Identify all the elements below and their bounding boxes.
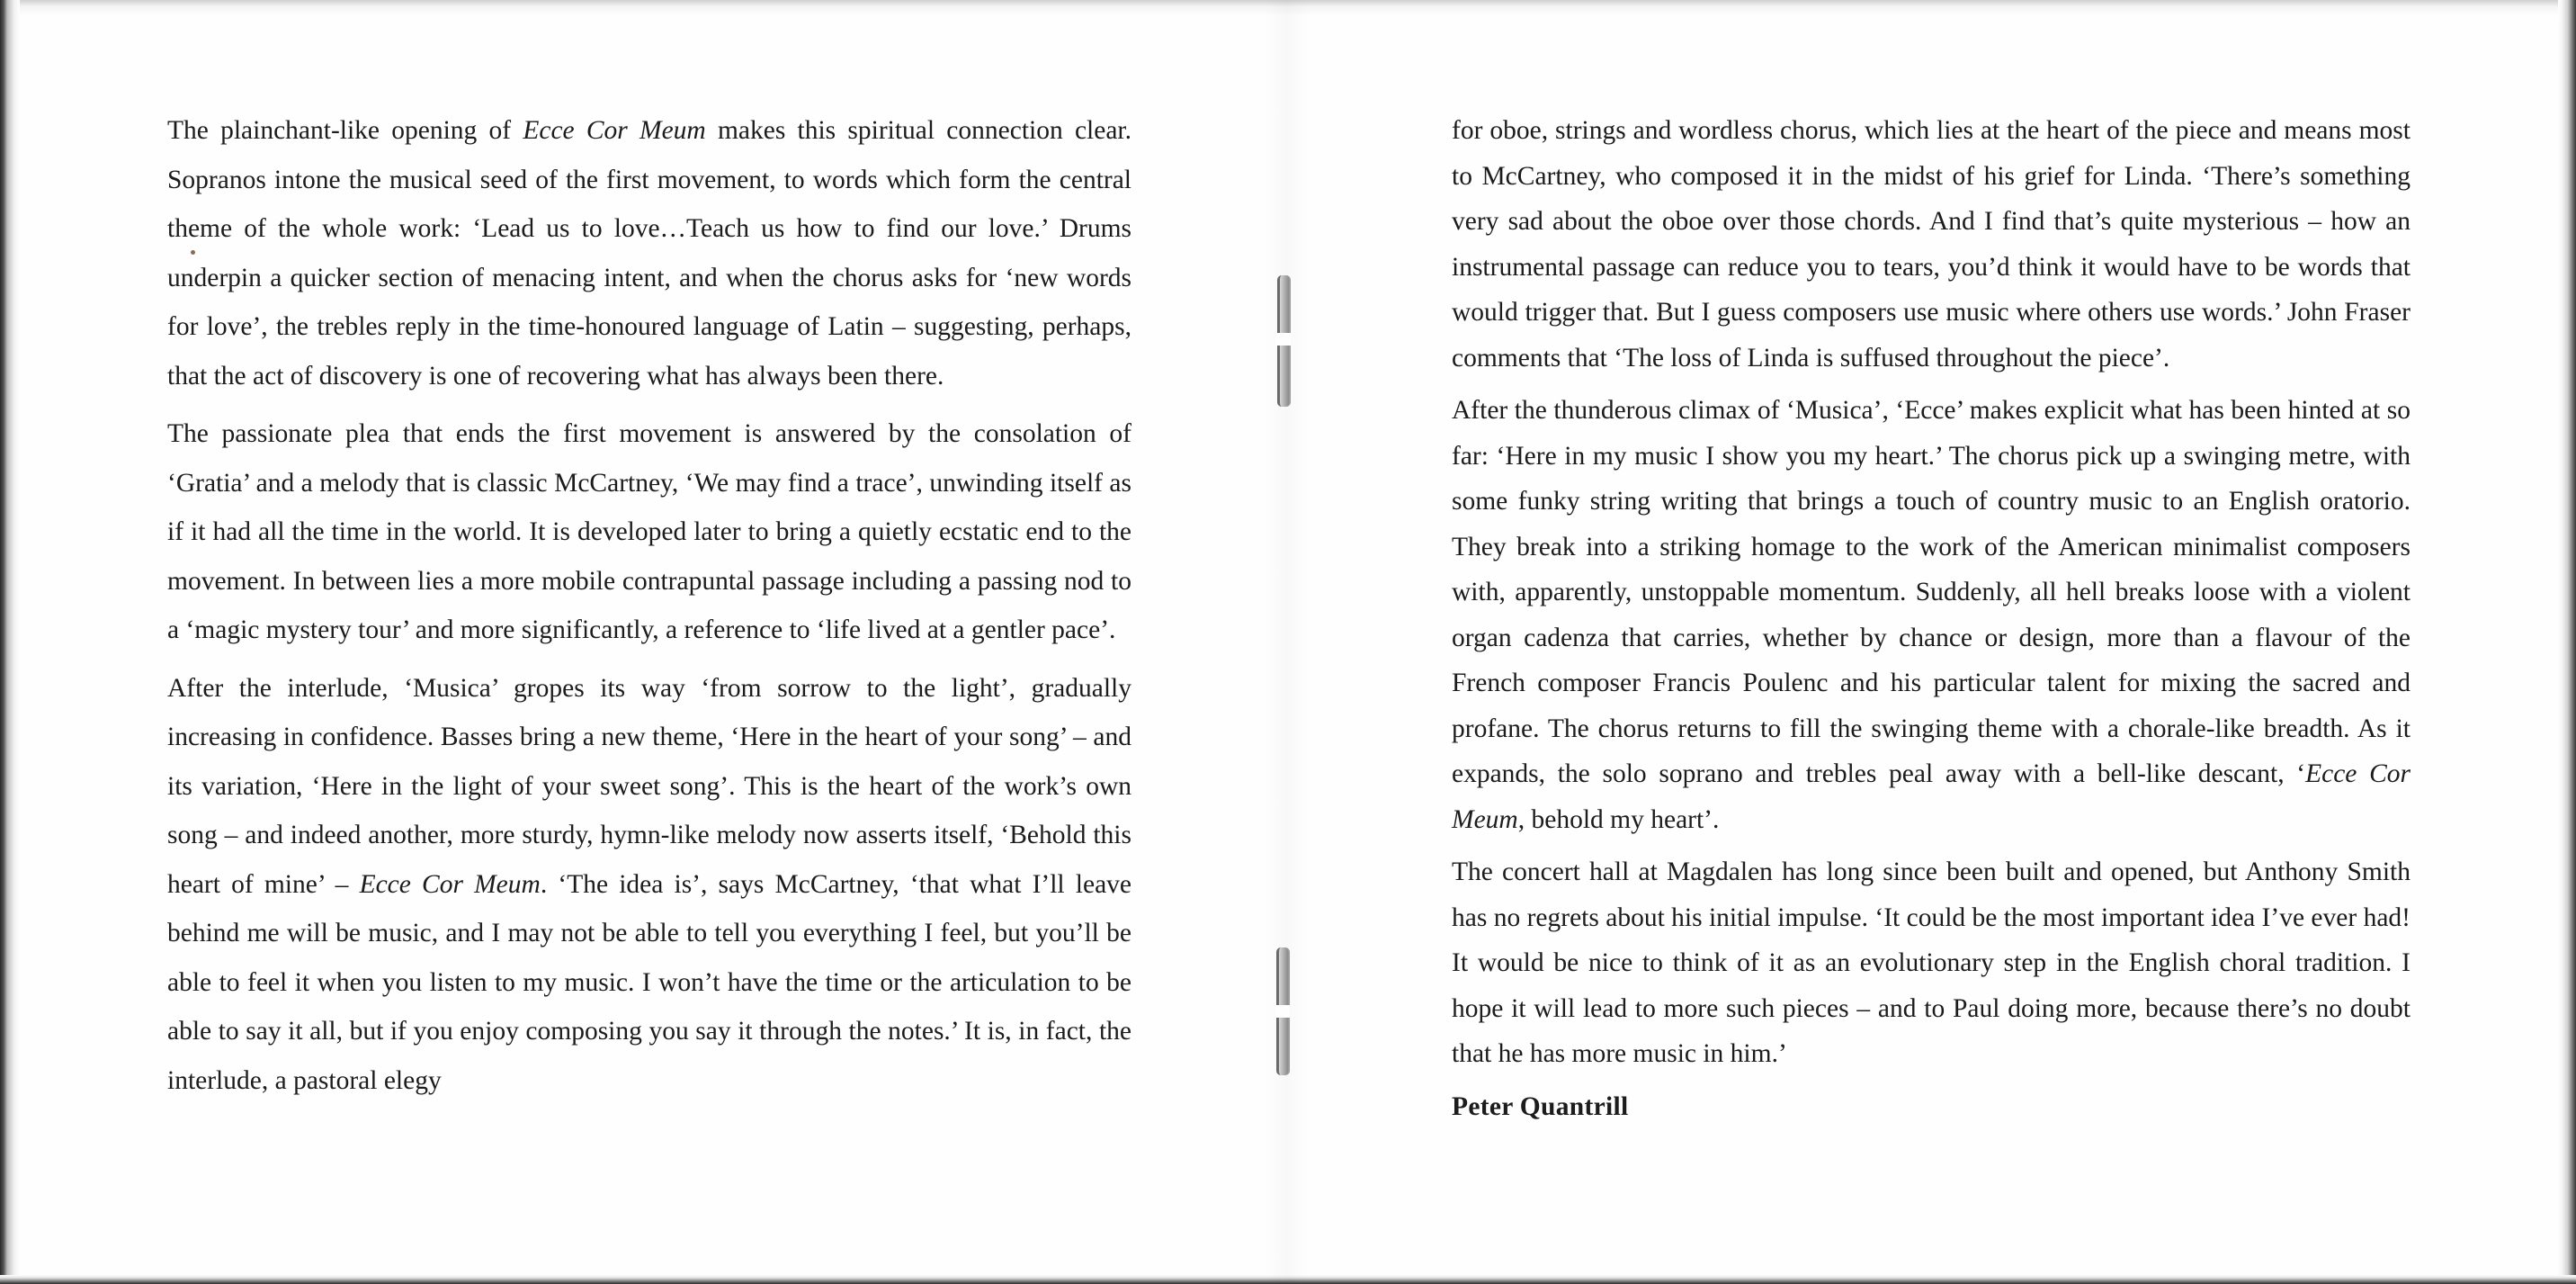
- staple-upper: [1277, 275, 1291, 407]
- text-run: After the interlude, ‘Musica’ gropes its way ‘from sorrow to the light’, gradually increasing in confidence. Basses bring a new theme, ‘Here in the heart of your song’ – and its variation, ‘Here in the light of your sweet song’. This is the heart of the work’s own song – and indeed another, more sturdy, hymn-like melody now asserts itself, ‘Behold this heart of mine’ –: [167, 673, 1131, 899]
- left-paragraph-1: [167, 106, 1131, 400]
- text-run: , behold my heart’.: [1517, 804, 1720, 834]
- left-page-text: [167, 106, 1131, 1114]
- left-paragraph-2: The passionate plea that ends the first movement is answered by the consolation of ‘Gratia’ and a melody that is classic McCartney, ‘We may find a trace’, unwinding itself as if it had all the time in the world. It is developed later to bring a quietly ecstatic end to the movement. In between lies a more mobile contrapuntal passage including a passing nod to a ‘magic mystery tour’ and more significantly, a reference to ‘life lived at a gentler pace’.: [167, 419, 1131, 644]
- right-paragraph-1: for oboe, strings and wordless chorus, which lies at the heart of the piece and means most to McCartney, who composed it in the midst of his grief for Linda. ‘There’s something very sad about the oboe over those chords. And I find that’s quite mysterious – how an instrumental passage can reduce you to tears, you’d think it would have to be words that would trigger that. But I guess composers use music where others use words.’ John Fraser comments that ‘The loss of Linda is suffused throughout the piece’.: [1452, 116, 2411, 373]
- work-title: Ecce Cor Meum: [1452, 759, 2411, 834]
- author-signature: Peter Quantrill: [1452, 1091, 1629, 1121]
- work-title: Ecce Cor Meum: [523, 116, 706, 145]
- text-run: makes this spiritual connection clear. Sopranos intone the musical seed of the first movement, to words which form the central theme of the whole work: ‘Lead us to love…Teach us how to find our love.’ Drums underpin a quicker section of menacing intent, and when the chorus asks for ‘new words for love’, the trebles reply in the time-honoured language of Latin – suggesting, perhaps, that the act of discovery is one of recovering what has always been there.: [167, 116, 1131, 391]
- right-page-text: [1452, 108, 2411, 1129]
- scan-edge-left: [0, 0, 20, 1284]
- right-paragraph-2: [1452, 388, 2411, 842]
- staple-lower: [1276, 947, 1290, 1075]
- left-paragraph-3: [167, 664, 1131, 1106]
- booklet-fold: [1264, 0, 1309, 1284]
- right-paragraph-3: The concert hall at Magdalen has long since been built and opened, but Anthony Smith has no regrets about his initial impulse. ‘It could be the most important idea I’ve ever had! It would be nice to think of it as an evolutionary step in the English choral tradition. I hope it will lead to more such pieces – and to Paul doing more, because there’s no doubt that he has more music in him.’: [1452, 857, 2411, 1068]
- scan-edge-right: [2558, 0, 2576, 1284]
- work-title: Ecce Cor Meum: [359, 869, 541, 899]
- text-run: After the thunderous climax of ‘Musica’, ‘Ecce’ makes explicit what has been hinted at so far: ‘Here in my music I show you my heart.’ The chorus pick up a swinging metre, with some funky string writing that brings a touch of country music to an English oratorio. They break into a striking homage to the work of the American minimalist composers with, apparently, unstoppable momentum. Suddenly, all hell breaks loose with a violent organ cadenza that carries, whether by chance or design, more than a flavour of the French composer Francis Poulenc and his particular talent for mixing the sacred and profane. The chorus returns to fill the swinging theme with a chorale-like breadth. As it expands, the solo soprano and trebles peal away with a bell-like descant, ‘: [1452, 396, 2411, 788]
- text-run: The plainchant-like opening of: [167, 116, 523, 145]
- text-run: . ‘The idea is’, says McCartney, ‘that what I’ll leave behind me will be music, and I may not be able to tell you everything I feel, but you’ll be able to feel it when you listen to my music. I won’t have the time or the articulation to be able to say it all, but if you enjoy composing you say it through the notes.’ It is, in fact, the interlude, a pastoral elegy: [167, 869, 1131, 1095]
